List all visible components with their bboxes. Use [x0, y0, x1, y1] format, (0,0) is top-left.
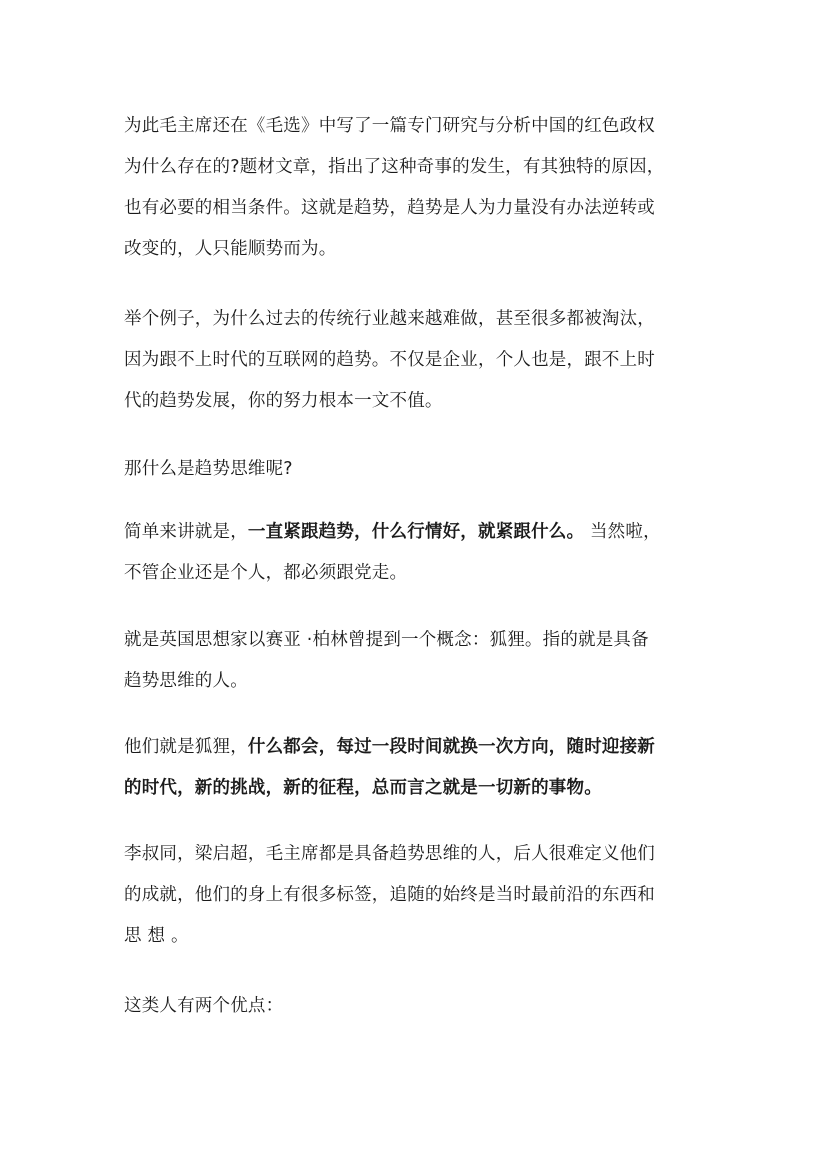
text-line: 代的趋势发展，你的努力根本一文不值。	[124, 391, 443, 411]
text-line: 改变的，人只能顺势而为。	[124, 239, 337, 259]
text-line: 不管企业还是个人，都必须跟党走。	[124, 563, 408, 583]
plain-text: 他们就是狐狸，	[124, 737, 248, 757]
text-line: 趋势思维的人。	[124, 671, 248, 691]
text-line	[124, 512, 714, 553]
paragraph-4	[124, 512, 714, 594]
text-line: 举个例子，为什么过去的传统行业越来越难做，甚至很多都被淘汰，	[124, 309, 655, 329]
text-line: 的成就，他们的身上有很多标签，追随的始终是当时最前沿的东西和	[124, 885, 655, 905]
paragraph-6	[124, 727, 714, 809]
text-line: 的时代，新的挑战，新的征程，总而言之就是一切新的事物。	[124, 778, 602, 798]
paragraph-8	[124, 986, 714, 1027]
paragraph-5	[124, 620, 714, 702]
text-line: 就是英国思想家以赛亚 ·柏林曾提到一个概念：狐狸。指的就是具备	[124, 630, 649, 650]
text-line: 思想。	[124, 926, 195, 946]
text-line: 也有必要的相当条件。这就是趋势，趋势是人为力量没有办法逆转或	[124, 198, 655, 218]
text-line: 为什么存在的?题材文章，指出了这种奇事的发生，有其独特的原因，	[124, 157, 665, 177]
bold-text: 什么都会，每过一段时间就换一次方向，随时迎接新	[247, 737, 656, 757]
plain-text: 当然啦，	[584, 522, 661, 542]
paragraph-7	[124, 834, 714, 957]
text-line: 因为跟不上时代的互联网的趋势。不仅是企业，个人也是，跟不上时	[124, 350, 655, 370]
paragraph-2	[124, 299, 714, 422]
paragraph-1	[124, 106, 714, 270]
text-line	[124, 727, 714, 768]
text-line: 为此毛主席还在《毛选》中写了一篇专门研究与分析中国的红色政权	[124, 116, 655, 136]
text-line: 李叔同，梁启超，毛主席都是具备趋势思维的人，后人很难定义他们	[124, 844, 655, 864]
plain-text: 简单来讲就是，	[124, 522, 248, 542]
bold-text: 一直紧跟趋势，什么行情好，就紧跟什么。	[247, 522, 585, 542]
text-line: 那什么是趋势思维呢?	[124, 459, 293, 479]
paragraph-3	[124, 449, 714, 490]
text-line: 这类人有两个优点：	[124, 996, 284, 1016]
